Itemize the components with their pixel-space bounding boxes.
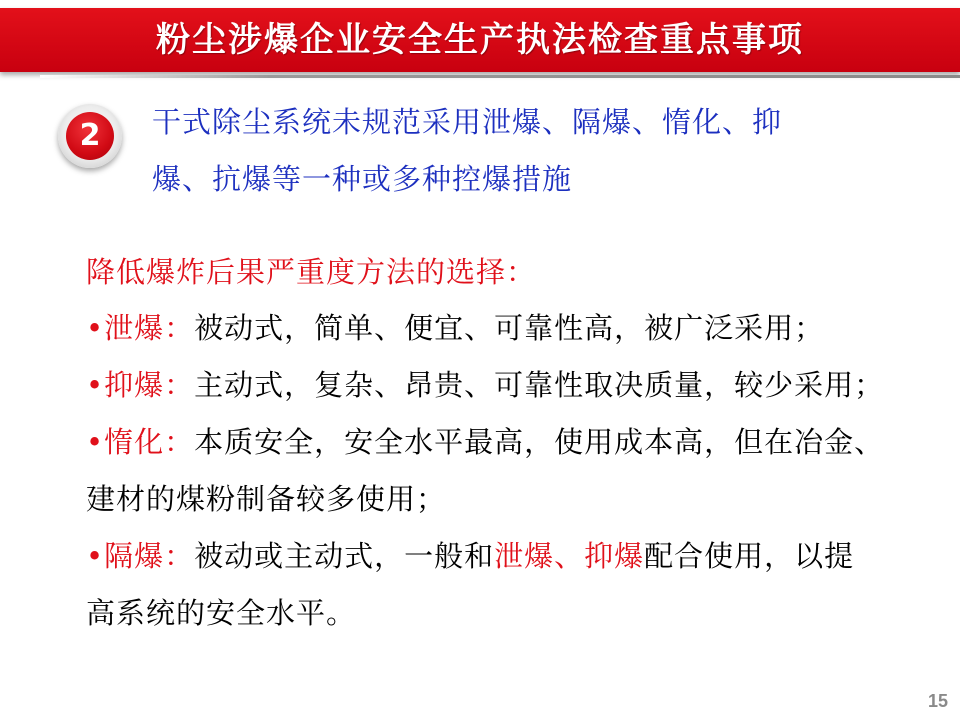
- number-badge-label: 2: [66, 112, 114, 160]
- bullet-text: 本质安全，安全水平最高，使用成本高，但在冶金、: [194, 425, 885, 459]
- heading-line-1: 干式除尘系统未规范采用泄爆、隔爆、惰化、抑: [152, 105, 783, 139]
- page-number: 15: [927, 691, 948, 711]
- bullet-term: •惰化：: [86, 425, 195, 459]
- bullet-text: 主动式，复杂、昂贵、可靠性取决质量，较少采用；: [194, 368, 885, 402]
- number-badge: [58, 104, 122, 168]
- heading-line-2: 爆、抗爆等一种或多种控爆措施: [152, 162, 573, 196]
- bullet-term: •泄爆：: [86, 311, 195, 345]
- bullet-highlight: 泄爆、抑爆: [494, 539, 645, 573]
- bullet-item: [86, 363, 884, 404]
- bullet-item: [86, 306, 824, 347]
- subheading: 降低爆炸后果严重度方法的选择：: [86, 255, 537, 289]
- bullet-item: [86, 534, 854, 575]
- bullet-text: 被动或主动式，一般和: [194, 539, 495, 573]
- bullet-item: [86, 420, 884, 461]
- bullet-continuation: 高系统的安全水平。: [86, 596, 357, 630]
- title-bar: [0, 8, 960, 72]
- bullet-continuation: 建材的煤粉制备较多使用；: [86, 482, 447, 516]
- bullet-term: •抑爆：: [86, 368, 195, 402]
- bullet-text: 被动式，简单、便宜、可靠性高，被广泛采用；: [194, 311, 825, 345]
- slide-title: 粉尘涉爆企业安全生产执法检查重点事项: [156, 20, 804, 60]
- bullet-term: •隔爆：: [86, 539, 195, 573]
- bullet-text-2: 配合使用，以提: [644, 539, 855, 573]
